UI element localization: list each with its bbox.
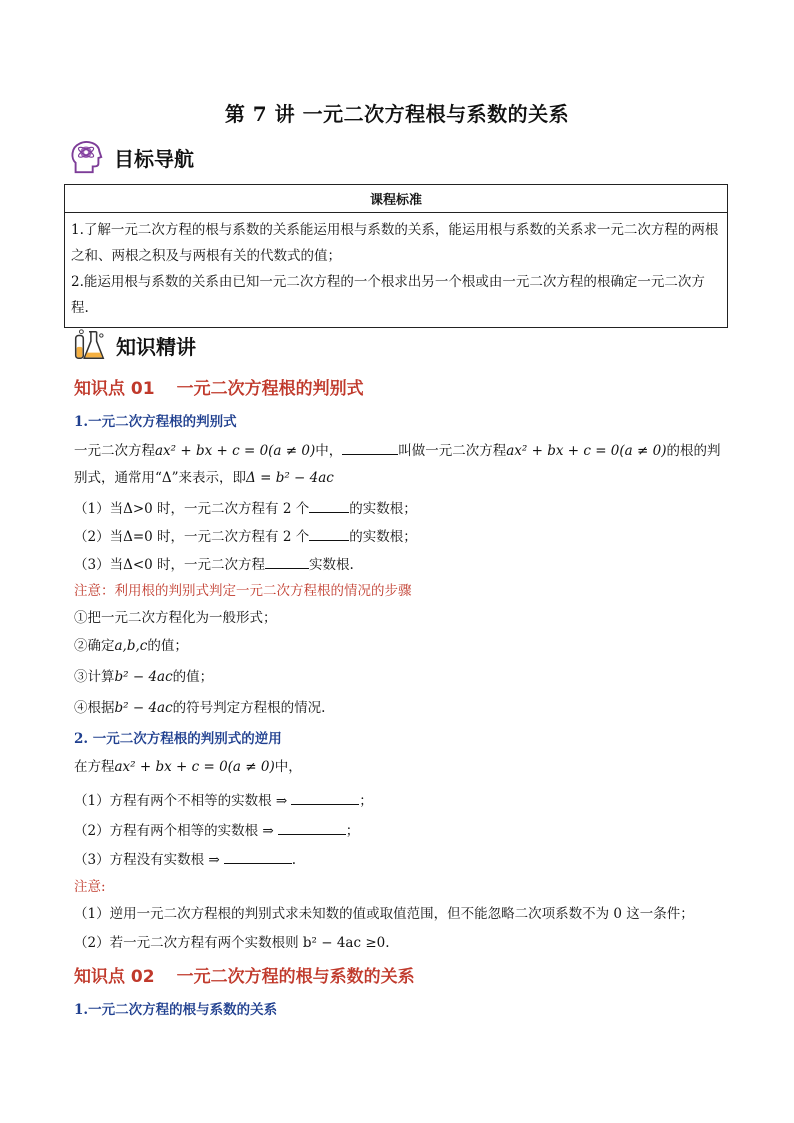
paragraph-inverse: 在方程ax² + bx + c = 0(a ≠ 0)中， — [74, 759, 302, 775]
lab-flask-icon — [70, 326, 108, 364]
fill-blank — [291, 790, 359, 805]
table-body — [65, 213, 728, 328]
kp2-title: 一元二次方程的根与系数的关系 — [176, 967, 415, 987]
step-4: ④根据b² − 4ac的符号判定方程根的情况. — [74, 700, 326, 716]
page-title: 第 7 讲 一元二次方程根与系数的关系 — [224, 102, 570, 126]
fill-blank — [224, 849, 292, 864]
table-header: 课程标准 — [65, 185, 728, 213]
note-2-item-2: （2）若一元二次方程有两个实数根则 b² − 4ac ≥0. — [74, 935, 390, 951]
paragraph-discriminant-line1: 一元二次方程ax² + bx + c = 0(a ≠ 0)中， 叫做一元二次方程ax² + bx + c = 0(a ≠ 0)的根的判 — [74, 440, 724, 461]
case-zero: （2）当Δ=0 时，一元二次方程有 2 个 的实数根； — [74, 526, 724, 547]
note-2-heading: 注意: — [74, 879, 106, 895]
step-1: ①把一元二次方程化为一般形式； — [74, 610, 277, 626]
subheading-vieta: 1.一元二次方程的根与系数的关系 — [74, 1002, 278, 1018]
fill-blank — [278, 820, 346, 835]
course-standard-table — [64, 184, 728, 328]
fill-blank — [309, 498, 349, 513]
kp1-number: 知识点 01 — [74, 379, 155, 399]
fill-blank — [342, 440, 398, 455]
delta-formula: Δ = b² − 4ac — [246, 470, 334, 486]
fill-blank — [309, 526, 349, 541]
kp2-number: 知识点 02 — [74, 967, 155, 987]
equation-general: ax² + bx + c = 0(a ≠ 0) — [155, 443, 316, 459]
case-positive: （1）当Δ>0 时，一元二次方程有 2 个 的实数根； — [74, 498, 724, 519]
note-steps-heading: 注意：利用根的判别式判定一元二次方程根的情况的步骤 — [74, 583, 412, 599]
section-knowledge-label: 知识精讲 — [116, 334, 196, 359]
inverse-case-3: （3）方程没有实数根 ⇒ . — [74, 849, 724, 870]
equation-general-2: ax² + bx + c = 0(a ≠ 0) — [506, 443, 667, 459]
subheading-discriminant: 1.一元二次方程根的判别式 — [74, 414, 237, 430]
kp1-title: 一元二次方程根的判别式 — [176, 379, 364, 399]
fill-blank — [265, 554, 309, 569]
inverse-case-2: （2）方程有两个相等的实数根 ⇒ ； — [74, 820, 724, 841]
brain-head-icon — [68, 138, 106, 176]
table-item-2: 2.能运用根与系数的关系由已知一元二次方程的一个根求出另一个根或由一元二次方程的根确定一元二次方程. — [71, 274, 705, 316]
inverse-case-1: （1）方程有两个不相等的实数根 ⇒ ； — [74, 790, 724, 811]
section-knowledge-header — [70, 326, 196, 364]
note-2-item-1: （1）逆用一元二次方程根的判别式求未知数的值或取值范围，但不能忽略二次项系数不为 0 这一条件； — [74, 906, 694, 922]
step-3: ③计算b² − 4ac的值； — [74, 669, 214, 685]
knowledge-point-1-heading — [74, 374, 364, 399]
paragraph-discriminant-line2: 别式，通常用“Δ”来表示，即Δ = b² − 4ac — [74, 470, 334, 486]
step-2: ②确定a,b,c的值； — [74, 638, 188, 654]
table-item-1: 1.了解一元二次方程的根与系数的关系能运用根与系数的关系，能运用根与系数的关系求一元二次方程的两根之和、两根之积及与两根有关的代数式的值； — [71, 222, 719, 264]
subheading-inverse: 2. 一元二次方程根的判别式的逆用 — [74, 731, 282, 747]
section-goal-header — [68, 138, 194, 176]
case-negative: （3）当Δ<0 时，一元二次方程 实数根. — [74, 554, 724, 575]
section-goal-label: 目标导航 — [114, 146, 194, 171]
knowledge-point-2-heading — [74, 962, 415, 987]
